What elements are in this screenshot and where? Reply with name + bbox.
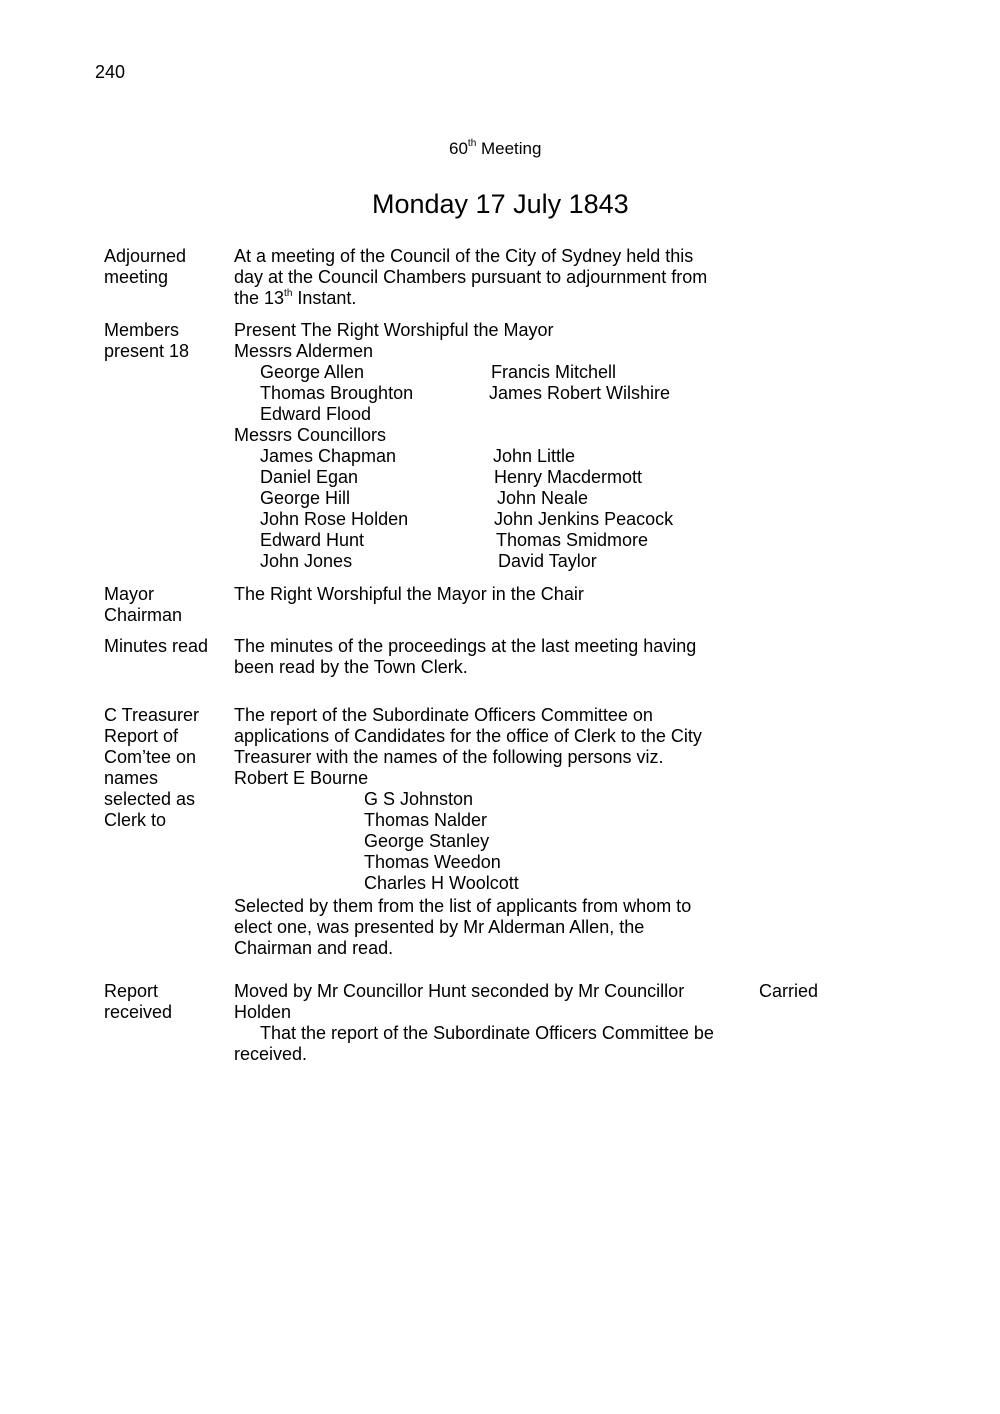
councillors-list-right: [493, 446, 673, 572]
meeting-number-suffix: th: [467, 138, 477, 150]
meeting-label: Meeting: [476, 139, 542, 158]
aldermen-list-left: [260, 362, 413, 425]
councillor-name: Edward Hunt: [260, 530, 365, 550]
margin-line: Com’tee on: [104, 747, 197, 767]
margin-line: Chairman: [104, 605, 183, 625]
councillor-name: James Chapman: [260, 446, 397, 466]
text-line: day at the Council Chambers pursuant to adjournment from: [234, 267, 708, 287]
text-fragment: Instant.: [292, 288, 357, 308]
alderman-name: Francis Mitchell: [491, 362, 617, 382]
margin-note-members: [104, 320, 229, 362]
alderman-name: Thomas Broughton: [260, 383, 414, 403]
text-line: At a meeting of the Council of the City of Sydney held this: [234, 246, 694, 266]
text-line: That the report of the Subordinate Officers Committee be: [260, 1023, 714, 1043]
candidate-name: Thomas Nalder: [364, 810, 488, 830]
motion-outcome: Carried: [759, 981, 819, 1001]
margin-line: present 18: [104, 341, 190, 361]
margin-note-adjourned: [104, 246, 229, 288]
margin-note-minutes: [104, 636, 229, 657]
adjourned-paragraph: [234, 246, 754, 309]
candidate-name: Charles H Woolcott: [364, 873, 519, 893]
text-fragment: the 13: [234, 288, 285, 308]
margin-line: received: [104, 1002, 173, 1022]
margin-line: C Treasurer: [104, 705, 200, 725]
text-line: Treasurer with the names of the following persons viz.: [234, 747, 664, 767]
councillor-name: George Hill: [260, 488, 351, 508]
text-line: received.: [234, 1044, 308, 1064]
councillor-name: Henry Macdermott: [494, 467, 643, 487]
minutes-paragraph: [234, 636, 754, 678]
councillors-list-left: [260, 446, 408, 572]
councillor-name: David Taylor: [498, 551, 597, 571]
aldermen-heading: Messrs Aldermen: [234, 341, 374, 361]
candidate-list: [364, 789, 519, 894]
councillor-name: Thomas Smidmore: [496, 530, 649, 550]
councillors-heading: Messrs Councillors: [234, 425, 387, 445]
text-line: [234, 288, 754, 309]
alderman-name: Edward Flood: [260, 404, 372, 424]
margin-note-chair: [104, 584, 229, 626]
meeting-number-value: 60: [449, 139, 468, 158]
ordinal-suffix: th: [284, 288, 293, 299]
margin-line: Report of: [104, 726, 179, 746]
aldermen-list-right: [491, 362, 670, 404]
margin-line: Members: [104, 320, 180, 340]
text-line: The minutes of the proceedings at the last meeting having: [234, 636, 697, 656]
text-line: The report of the Subordinate Officers Committee on: [234, 705, 653, 725]
councillor-name: John Jenkins Peacock: [494, 509, 674, 529]
candidate-name: Thomas Weedon: [364, 852, 501, 872]
alderman-name: James Robert Wilshire: [489, 383, 671, 403]
alderman-name: George Allen: [260, 362, 365, 382]
margin-line: selected as: [104, 789, 196, 809]
candidate-name: George Stanley: [364, 831, 490, 851]
margin-note-treasurer: [104, 705, 229, 831]
text-line: Selected by them from the list of applicants from whom to: [234, 896, 692, 916]
margin-line: meeting: [104, 267, 169, 287]
text-line: Robert E Bourne: [234, 768, 369, 788]
councillor-name: John Jones: [260, 551, 353, 571]
meeting-number: [449, 138, 541, 159]
margin-line: names: [104, 768, 159, 788]
report-paragraph: [234, 981, 754, 1065]
chair-text: The Right Worshipful the Mayor in the Chair: [234, 584, 584, 604]
page-number: 240: [95, 62, 126, 82]
candidate-name: G S Johnston: [364, 789, 474, 809]
text-line: Holden: [234, 1002, 292, 1022]
date-heading: Monday 17 July 1843: [372, 189, 629, 219]
margin-note-report: [104, 981, 229, 1023]
councillor-name: John Rose Holden: [260, 509, 409, 529]
margin-line: Mayor: [104, 584, 155, 604]
councillor-name: Daniel Egan: [260, 467, 359, 487]
text-line: Chairman and read.: [234, 938, 394, 958]
text-line: applications of Candidates for the office of Clerk to the City: [234, 726, 702, 746]
margin-line: Adjourned: [104, 246, 187, 266]
treasurer-closing: [234, 896, 754, 959]
margin-line: Minutes read: [104, 636, 209, 656]
margin-line: Clerk to: [104, 810, 167, 830]
text-line: Moved by Mr Councillor Hunt seconded by Mr Councillor: [234, 981, 685, 1001]
text-line: been read by the Town Clerk.: [234, 657, 468, 677]
text-line: elect one, was presented by Mr Alderman Allen, the: [234, 917, 645, 937]
councillor-name: John Little: [493, 446, 576, 466]
councillor-name: John Neale: [497, 488, 589, 508]
margin-line: Report: [104, 981, 159, 1001]
treasurer-paragraph: [234, 705, 754, 789]
present-line: Present The Right Worshipful the Mayor: [234, 320, 554, 340]
